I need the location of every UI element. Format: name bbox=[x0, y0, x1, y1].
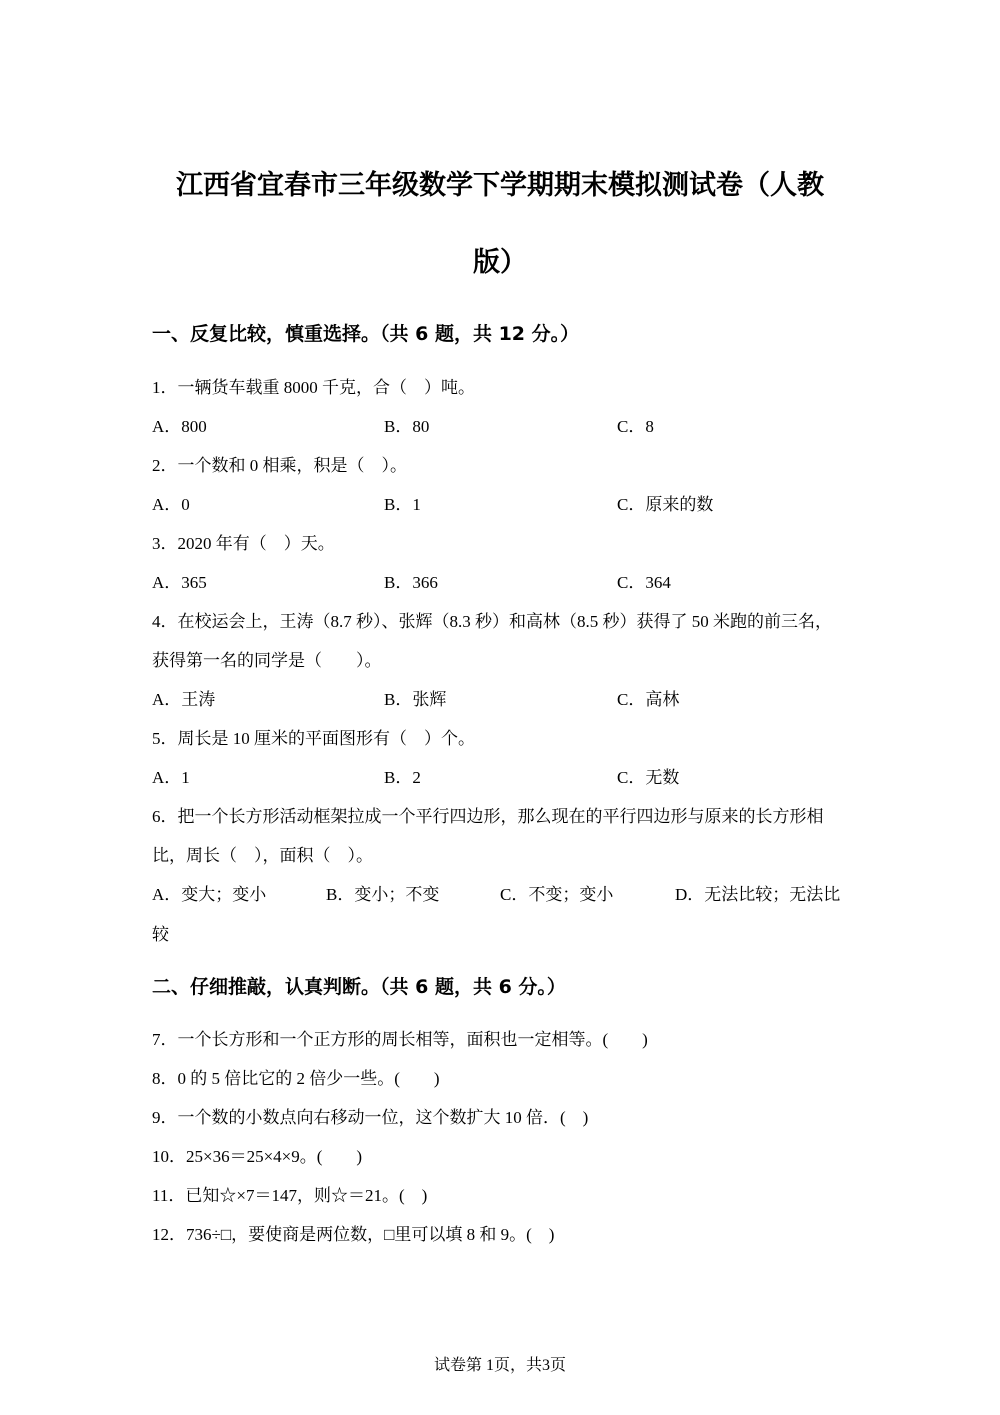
judgment-9: 9．一个数的小数点向右移动一位，这个数扩大 10 倍．( ) bbox=[152, 1108, 589, 1127]
question-4-option-a: A．王涛 bbox=[152, 690, 216, 709]
question-5-text: 5．周长是 10 厘米的平面图形有（ ）个。 bbox=[152, 729, 475, 748]
question-5-option-b: B．2 bbox=[384, 768, 421, 787]
page-footer: 试卷第 1页，共3页 bbox=[433, 1357, 566, 1374]
question-5-option-a: A．1 bbox=[152, 768, 190, 787]
question-6-text-line-1: 6．把一个长方形活动框架拉成一个平行四边形，那么现在的平行四边形与原来的长方形相 bbox=[152, 807, 824, 826]
question-4-option-b: B．张辉 bbox=[384, 690, 447, 709]
question-1-option-a: A．800 bbox=[152, 417, 207, 436]
judgment-8: 8．0 的 5 倍比它的 2 倍少一些。( ) bbox=[152, 1069, 440, 1088]
question-6-option-b: B．变小；不变 bbox=[326, 885, 440, 904]
question-6-option-d: D．无法比较；无法比 bbox=[675, 885, 841, 904]
section-heading-choice: 一、反复比较，慎重选择。（共 6 题，共 12 分。） bbox=[152, 323, 580, 345]
question-6-option-c: C．不变；变小 bbox=[500, 885, 614, 904]
section-heading-judgment: 二、仔细推敲，认真判断。（共 6 题，共 6 分。） bbox=[152, 976, 566, 998]
judgment-7: 7．一个长方形和一个正方形的周长相等，面积也一定相等。( ) bbox=[152, 1030, 648, 1049]
question-1-option-b: B．80 bbox=[384, 417, 430, 436]
judgment-10: 10．25×36＝25×4×9。( ) bbox=[152, 1147, 363, 1166]
question-1-text: 1．一辆货车载重 8000 千克，合（ ）吨。 bbox=[152, 378, 475, 397]
question-3-text: 3．2020 年有（ ）天。 bbox=[152, 534, 335, 553]
page-title-line-1: 江西省宜春市三年级数学下学期期末模拟测试卷（人教 bbox=[176, 170, 824, 201]
question-4-text-line-2: 获得第一名的同学是（ ）。 bbox=[152, 651, 382, 670]
question-1-option-c: C．8 bbox=[617, 417, 654, 436]
judgment-11: 11．已知☆×7＝147，则☆＝21。( ) bbox=[152, 1186, 428, 1205]
question-4-text-line-1: 4．在校运会上，王涛（8.7 秒）、张辉（8.3 秒）和高林（8.5 秒）获得了 50 米跑的前三名， bbox=[152, 612, 832, 631]
question-3-option-a: A．365 bbox=[152, 573, 207, 592]
question-6-text-line-2: 比，周长（ ），面积（ ）。 bbox=[152, 846, 373, 865]
page-title-line-2: 版） bbox=[473, 247, 527, 278]
question-3-option-b: B．366 bbox=[384, 573, 438, 592]
question-2-text: 2．一个数和 0 相乘，积是（ ）。 bbox=[152, 456, 407, 475]
question-4-option-c: C．高林 bbox=[617, 690, 680, 709]
question-6-option-a: A．变大；变小 bbox=[152, 885, 267, 904]
question-3-option-c: C．364 bbox=[617, 573, 671, 592]
question-5-option-c: C．无数 bbox=[617, 768, 680, 787]
question-6-option-d-wrap: 较 bbox=[152, 925, 169, 944]
question-2-option-c: C．原来的数 bbox=[617, 495, 714, 514]
question-2-option-b: B．1 bbox=[384, 495, 421, 514]
judgment-12: 12．736÷□，要使商是两位数，□里可以填 8 和 9。( ) bbox=[152, 1225, 555, 1244]
question-2-option-a: A．0 bbox=[152, 495, 190, 514]
